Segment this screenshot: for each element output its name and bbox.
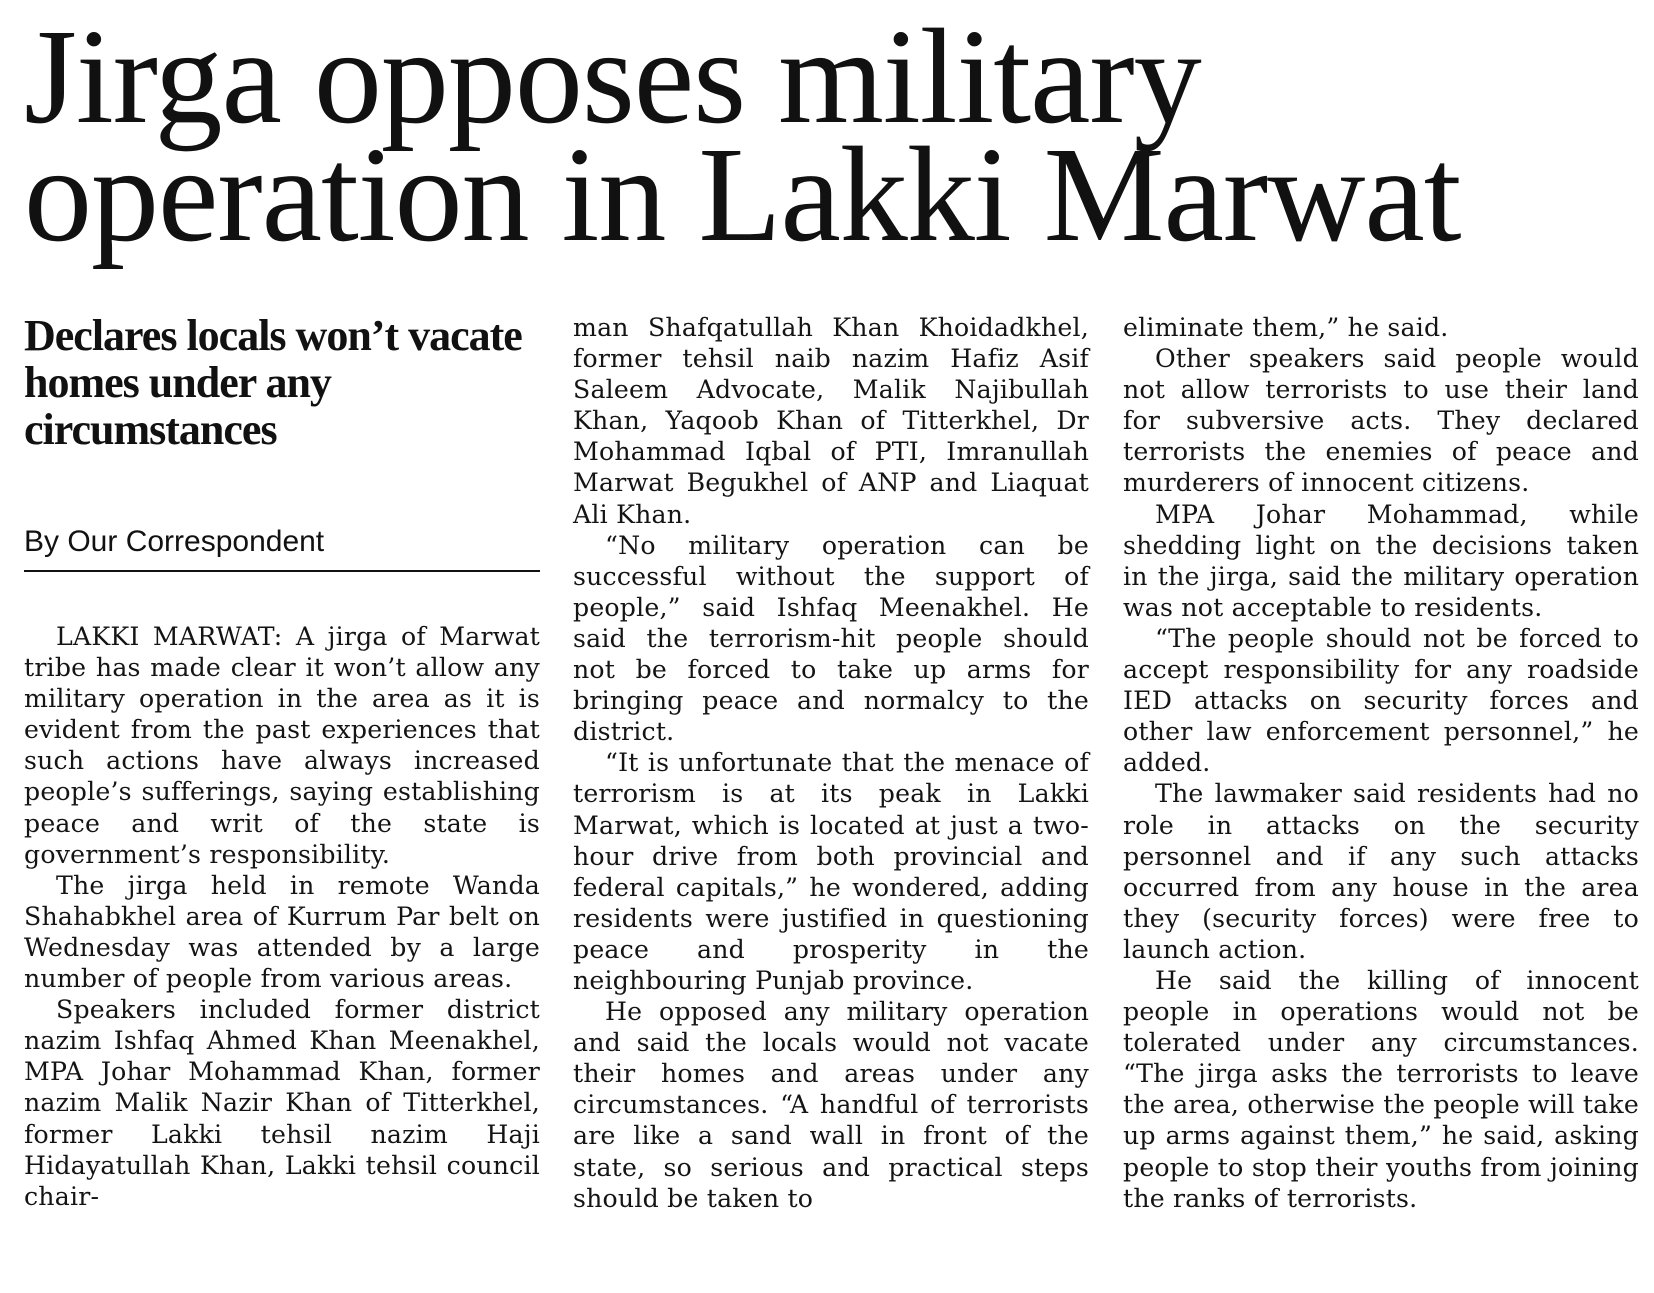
paragraph: Other speakers said people would not allow terrorists to use their land for subversive acts. They declared terrorists the enemies of peace and murderers of innocent citizens. [1123,344,1639,498]
byline: By Our Correspondent [24,525,325,558]
paragraph: “The people should not be forced to accept responsibility for any roadside IED attacks on security forces and other law enforcement personnel,” he added. [1123,623,1639,778]
column-2 [573,312,1089,1214]
paragraph-continued: man Shafqatullah Khan Khoidadkhel, former tehsil naib nazim Hafiz Asif Saleem Advocate, Malik Najibullah Khan, Yaqoob Khan of Titterkhel, Dr Mohammad Iqbal of PTI, Imranullah Marwat Begukhel of ANP and Liaquat Ali Khan. [573,313,1089,529]
paragraph: MPA Johar Mohammad, while shedding light on the decisions taken in the jirga, said the military operation was not acceptable to residents. [1123,499,1639,622]
paragraph: “It is unfortunate that the menace of terrorism is at its peak in Lakki Marwat, which is located at just a two-hour drive from both provincial and federal capitals,” he wondered, adding residents were justified in questioning peace and prosperity in the neighbouring Punjab province. [573,748,1089,995]
paragraph: The jirga held in remote Wanda Shahabkhel area of Kurrum Par belt on Wednesday was attended by a large number of people from various areas. [24,870,540,994]
paragraph: He opposed any military operation and said the locals would not vacate their homes and areas under any circumstances. “A handful of terrorists are like a sand wall in front of the state, so serious and practical steps should be taken to [573,997,1089,1213]
column-3 [1123,312,1639,1214]
byline-rule [24,570,540,572]
column-1 [24,621,540,1212]
headline: Jirga opposes military operation in Lakki Marwat [24,2,1461,270]
paragraph: “No military operation can be successful without the support of people,” said Ishfaq Meenakhel. He said the terrorism-hit people should not be forced to take up arms for bringing peace and normalcy to the district. [573,530,1089,747]
paragraph: LAKKI MARWAT: A jirga of Marwat tribe has made clear it won’t allow any military operation in the area as it is evident from the past experiences that such actions have always increased people’s sufferings, saying establishing peace and writ of the state is government’s responsibility. [24,622,540,869]
paragraph: Speakers included former district nazim Ishfaq Ahmed Khan Meenakhel, MPA Johar Mohammad Khan, former nazim Malik Nazir Khan of Titterkhel, former Lakki tehsil nazim Haji Hidayatullah Khan, Lakki tehsil council chair- [24,995,540,1211]
paragraph: The lawmaker said residents had no role in attacks on the security personnel and if any such attacks occurred from any house in the area they (security forces) were free to launch action. [1123,779,1639,964]
paragraph-continued: eliminate them,” he said. [1123,313,1449,342]
paragraph: He said the killing of innocent people in operations would not be tolerated under any circumstances. “The jirga asks the terrorists to leave the area, otherwise the people will take up arms against them,” he said, asking people to stop their youths from joining the ranks of terrorists. [1123,965,1639,1213]
subheadline: Declares locals won’t vacate homes under any circumstances [24,311,522,454]
